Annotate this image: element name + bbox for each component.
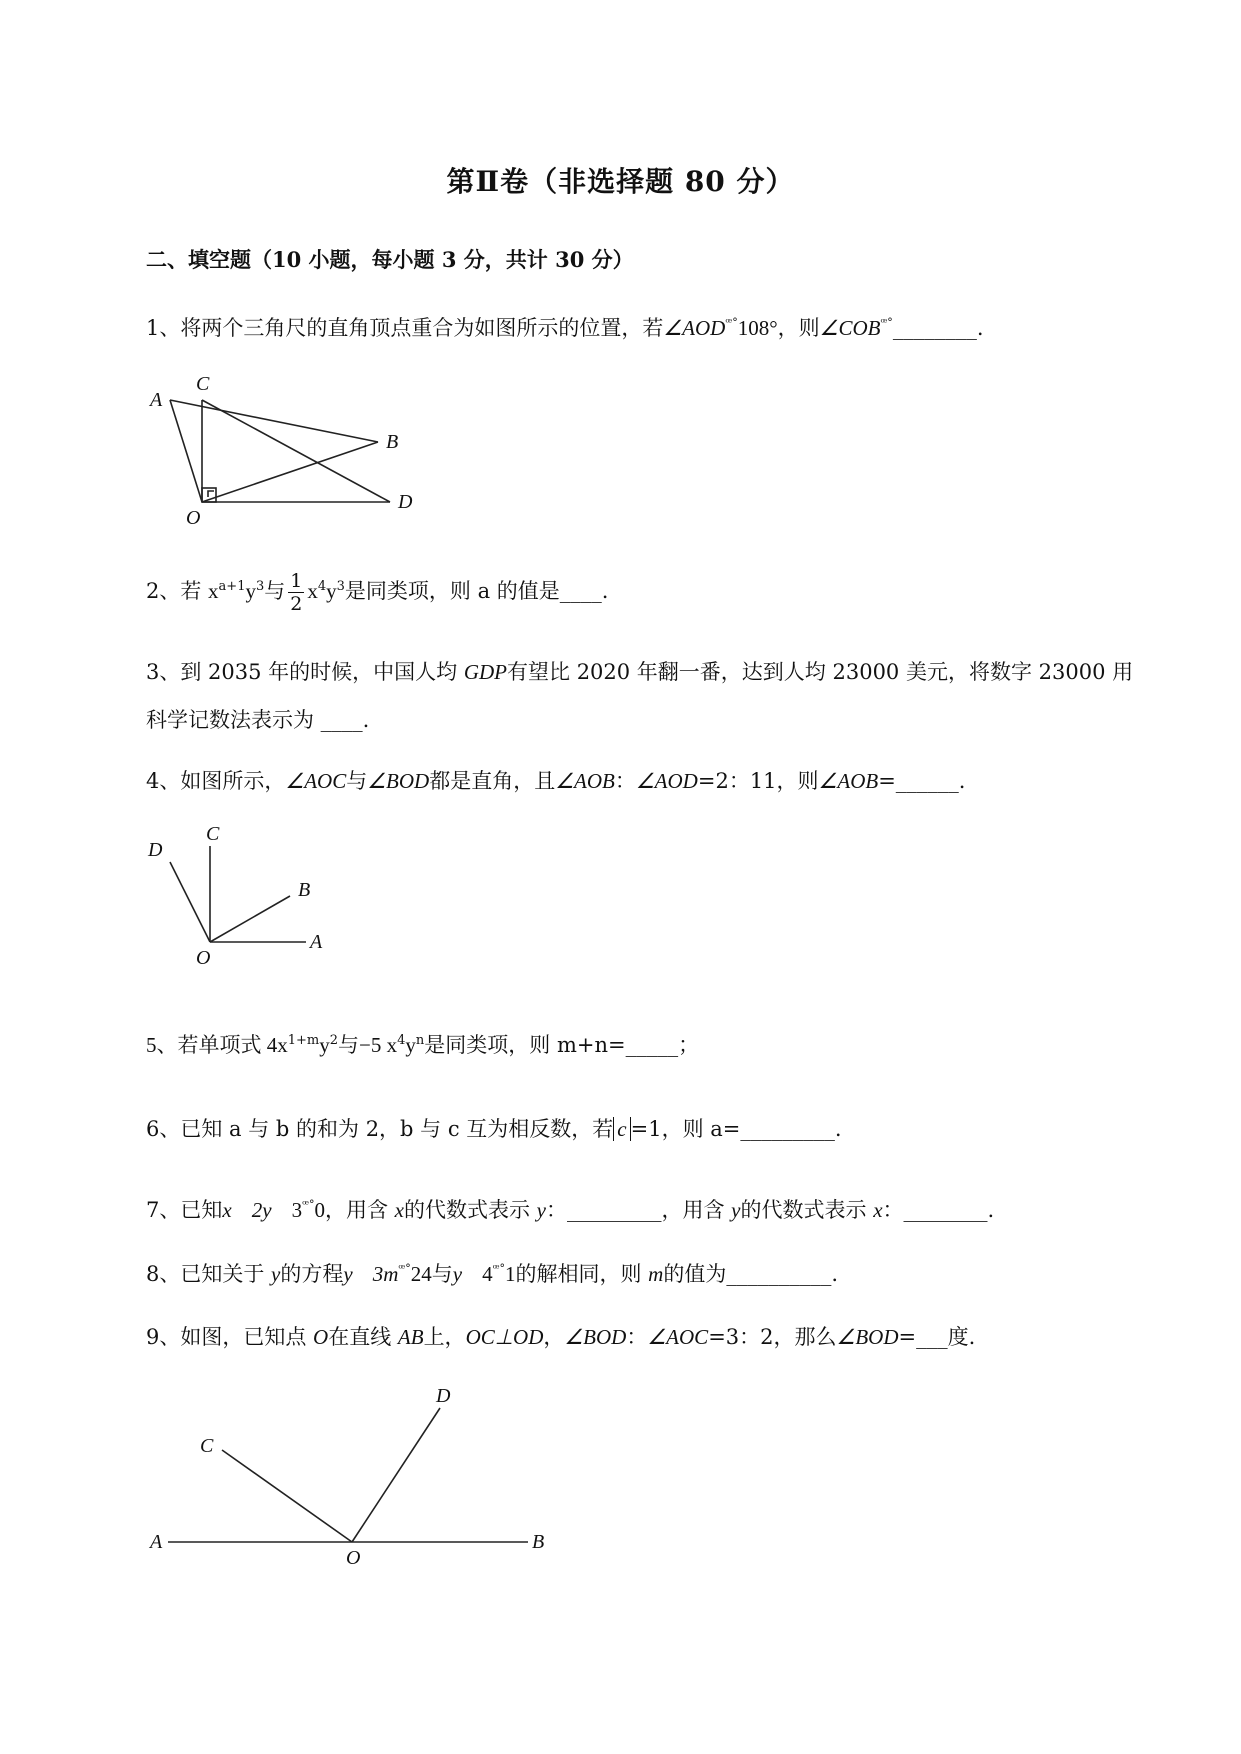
q7-text-2: 的代数式表示: [403, 1198, 537, 1222]
q8-eq1-y: y: [343, 1262, 353, 1286]
fig2-label-c: C: [206, 823, 220, 845]
q9-text-1: 在直线: [328, 1325, 398, 1349]
q9-text-4: ：: [626, 1325, 648, 1349]
q1-prefix: 1、将两个三角尺的直角顶点重合为如图所示的位置，若: [146, 316, 664, 340]
q9-angle-bod-2: ∠BOD: [836, 1325, 899, 1349]
figure-2-rays: [140, 820, 340, 970]
q4-angle-aoc: ∠AOC: [285, 769, 347, 793]
q8-eq2-4: 4: [482, 1262, 493, 1286]
q6-abs-c: c: [613, 1117, 630, 1141]
q7-eq-x: x: [222, 1198, 232, 1222]
q8-eq1-3m: 3m: [372, 1262, 399, 1286]
q6-prefix: 6、已知 a 与 b 的和为 2，b 与 c 互为相反数，若: [146, 1117, 614, 1141]
question-7: [146, 1188, 994, 1227]
question-9: [146, 1320, 975, 1354]
fig2-label-a: A: [310, 931, 323, 953]
q1-blank: ________.: [892, 316, 984, 340]
q9-text-5: =3：2，那么: [708, 1325, 837, 1349]
q7-text-3: ：_________，用含: [545, 1198, 732, 1222]
fig3-label-b: B: [532, 1531, 545, 1553]
q4-angle-bod: ∠BOD: [367, 769, 430, 793]
question-4: [146, 764, 965, 798]
section-heading: 二、填空题（10 小题，每小题 3 分，共计 30 分）: [146, 247, 634, 272]
q2-term2-y-exp: 3: [336, 579, 345, 594]
figure-1-triangles: [140, 360, 440, 530]
fig3-ray-oc: [222, 1450, 352, 1542]
q8-noise-2: ꟹ°: [492, 1262, 505, 1275]
q4-text-1: 与: [346, 769, 368, 793]
q2-term1-y-exp: 3: [255, 579, 265, 594]
q7-text-4: 的代数式表示: [740, 1198, 874, 1222]
fig1-right-angle-mark-2: [208, 491, 214, 497]
q7-eq-2y: 2y: [251, 1198, 272, 1222]
question-8: [146, 1252, 838, 1291]
q8-prefix: 8、已知关于: [146, 1262, 272, 1286]
fig3-label-a: A: [150, 1531, 163, 1553]
page-title: 第Ⅱ卷（非选择题 80 分）: [446, 165, 795, 198]
fig2-label-b: B: [298, 879, 311, 901]
q2-frac-den: 2: [290, 593, 303, 615]
fig3-label-c: C: [200, 1435, 214, 1457]
q7-var-x-2: x: [873, 1198, 883, 1222]
q9-point-o: O: [313, 1325, 329, 1349]
q8-eq2-rhs: 1: [504, 1262, 516, 1286]
q2-suffix: 是同类项，则 a 的值是____.: [344, 579, 609, 603]
q2-term2-y: y: [326, 579, 337, 603]
q8-text-1: 的方程: [280, 1262, 344, 1286]
q7-noise: ꟹ°: [302, 1198, 315, 1211]
q7-eq-0: 0: [314, 1198, 325, 1222]
fig1-line-cd: [202, 400, 390, 502]
q7-eq-3: 3: [291, 1198, 303, 1222]
q9-text-2: 上，: [423, 1325, 466, 1349]
q8-text-2: 与: [431, 1262, 453, 1286]
q5-mid: 与−5 x: [338, 1033, 398, 1057]
q9-line-ab: AB: [397, 1325, 424, 1349]
fig2-ray-ob: [210, 896, 290, 942]
q8-noise-1: ꟹ°: [398, 1262, 411, 1275]
q5-prefix: 5、若单项式 4x: [146, 1033, 288, 1057]
q7-var-x: x: [394, 1198, 404, 1222]
q6-mid: =1，则 a=_________.: [630, 1117, 842, 1141]
fig1-line-oa: [170, 400, 202, 502]
fig1-label-o: O: [186, 507, 201, 529]
q2-term1-y: y: [245, 579, 256, 603]
figure-3-line-and-rays: [140, 1380, 560, 1570]
q1-angle-aod: ∠AOD: [663, 316, 726, 340]
q2-term1-exp: a+1: [218, 579, 246, 594]
q7-prefix: 7、已知: [146, 1198, 223, 1222]
q1-noise-2: ꟹ°: [880, 316, 893, 329]
fig1-label-b: B: [386, 431, 399, 453]
q4-text-4: =2：11，则: [697, 769, 819, 793]
q9-prefix: 9、如图，已知点: [146, 1325, 314, 1349]
q5-suffix: 是同类项，则 m+n=_____；: [424, 1033, 700, 1057]
q4-prefix: 4、如图所示，: [146, 769, 286, 793]
q9-angle-aoc: ∠AOC: [647, 1325, 709, 1349]
q8-var-y: y: [271, 1262, 281, 1286]
q1-mid: ，则: [777, 316, 820, 340]
fig1-label-d: D: [398, 491, 413, 513]
q4-text-2: 都是直角，且: [429, 769, 556, 793]
q7-var-y: y: [536, 1198, 546, 1222]
fig2-ray-od: [170, 862, 210, 942]
q5-exp-2: 4: [397, 1033, 406, 1048]
q3-suffix: 有望比 2020 年翻一番，达到人均 23000 美元，将数字 23000 用科学记数法表示为 ____.: [146, 660, 1134, 732]
q4-angle-aob: ∠AOB: [555, 769, 615, 793]
q3-gdp: GDP: [463, 660, 508, 684]
q5-exp-1: 1+m: [287, 1033, 320, 1048]
question-3: [146, 648, 1146, 744]
q4-text-3: ：: [614, 769, 636, 793]
q9-text-3: ，: [543, 1325, 565, 1349]
q9-angle-bod: ∠BOD: [564, 1325, 627, 1349]
q7-text-1: ，用含: [324, 1198, 395, 1222]
question-6: [146, 1112, 842, 1146]
q4-angle-aod: ∠AOD: [635, 769, 698, 793]
q2-term2-exp: 4: [317, 579, 327, 594]
q8-text-4: 的值为__________.: [663, 1262, 839, 1286]
q4-text-5: =______.: [878, 769, 966, 793]
q2-fraction: [288, 570, 304, 615]
fig3-ray-od: [352, 1408, 440, 1542]
q2-connector: 与: [264, 579, 286, 603]
question-1: [146, 306, 984, 345]
q4-angle-aob-2: ∠AOB: [818, 769, 879, 793]
q5-y2: y: [405, 1033, 416, 1057]
q7-text-5: ：________.: [882, 1198, 995, 1222]
q9-perp: OC⊥OD: [465, 1325, 544, 1349]
q5-y1-exp: 2: [329, 1033, 339, 1048]
q9-text-6: =___度.: [898, 1325, 976, 1349]
question-5: [146, 1024, 699, 1062]
fig1-line-ab: [170, 400, 378, 442]
q1-angle-cob: ∠COB: [819, 316, 881, 340]
q2-term2-x: x: [307, 579, 318, 603]
q8-eq2-y: y: [452, 1262, 463, 1286]
q8-var-m: m: [648, 1262, 664, 1286]
question-2: [146, 570, 608, 615]
fig1-label-c: C: [196, 373, 210, 395]
q3-prefix: 3、到 2035 年的时候，中国人均: [146, 660, 464, 684]
q5-y2-exp: n: [415, 1033, 425, 1048]
fig3-label-d: D: [436, 1385, 451, 1407]
q1-value: 108°: [737, 316, 778, 340]
fig3-label-o: O: [346, 1547, 361, 1569]
q2-prefix: 2、若: [146, 579, 209, 603]
fig2-label-o: O: [196, 947, 211, 969]
q1-noise-1: ꟹ°: [725, 316, 738, 329]
q7-var-y-2: y: [731, 1198, 741, 1222]
fig1-label-a: A: [150, 389, 163, 411]
q8-text-3: 的解相同，则: [515, 1262, 649, 1286]
fig1-line-ob: [202, 442, 378, 502]
q5-y1: y: [319, 1033, 330, 1057]
fig2-label-d: D: [148, 839, 163, 861]
q2-frac-num: 1: [290, 570, 303, 592]
q8-eq1-rhs: 24: [410, 1262, 432, 1286]
q2-term1-x: x: [208, 579, 219, 603]
